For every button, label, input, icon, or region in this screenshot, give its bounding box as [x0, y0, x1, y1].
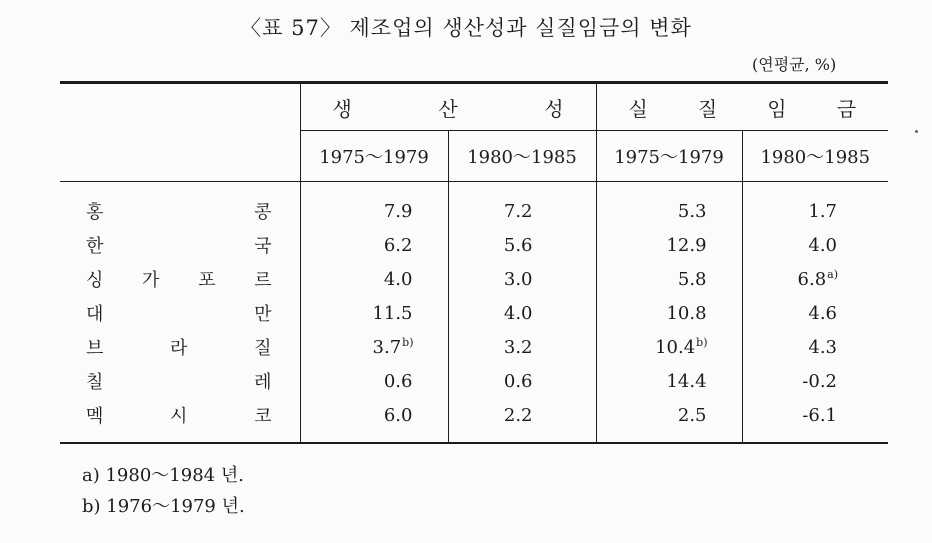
period-header: 1975〜1979 — [300, 131, 448, 182]
value-text: 2.5 — [677, 405, 707, 426]
group-char: 금 — [836, 96, 857, 121]
country-char: 홍 — [86, 202, 104, 223]
value-cell — [448, 182, 596, 229]
value-note: b) — [696, 336, 708, 349]
value-text: 12.9 — [666, 235, 707, 256]
group-header-productivity — [300, 83, 596, 131]
value-text: 1.7 — [808, 201, 838, 222]
country-char: 시 — [170, 406, 188, 427]
value-cell — [448, 262, 596, 296]
value-text: 10.4 — [655, 337, 696, 358]
country-cell — [60, 228, 300, 262]
value-text: 14.4 — [666, 371, 707, 392]
country-char: 국 — [254, 236, 272, 257]
country-cell — [60, 364, 300, 398]
country-cell — [60, 296, 300, 330]
value-text: -6.1 — [802, 405, 838, 426]
country-char: 코 — [254, 406, 272, 427]
value-cell — [742, 296, 888, 330]
country-char: 라 — [170, 338, 188, 359]
value-text: 7.2 — [503, 201, 533, 222]
value-cell — [300, 296, 448, 330]
table-row — [60, 330, 888, 364]
table-row — [60, 364, 888, 398]
unit-label: (연평균, %) — [752, 55, 837, 74]
country-char: 가 — [142, 270, 160, 291]
country-char: 싱 — [86, 270, 104, 291]
period-header: 1980〜1985 — [448, 131, 596, 182]
footnote-b: b) 1976〜1979 년. — [82, 496, 245, 517]
value-text: 7.9 — [383, 201, 413, 222]
value-text: 3.0 — [503, 269, 533, 290]
group-char: 생 — [332, 96, 352, 121]
value-note: b) — [402, 336, 414, 349]
country-char: 포 — [198, 270, 216, 291]
value-text: 0.6 — [383, 371, 413, 392]
value-cell — [300, 364, 448, 398]
table-title: 〈표 57〉 제조업의 생산성과 실질임금의 변화 — [240, 16, 692, 40]
value-cell — [596, 262, 742, 296]
table-row — [60, 262, 888, 296]
value-cell — [448, 398, 596, 443]
group-char: 실 — [628, 96, 648, 121]
value-text: 4.6 — [808, 303, 838, 324]
country-char: 한 — [86, 236, 104, 257]
value-cell — [596, 330, 742, 364]
period-header: 1975〜1979 — [596, 131, 742, 182]
country-char: 콩 — [254, 202, 272, 223]
period-header: 1980〜1985 — [742, 131, 888, 182]
value-cell — [596, 182, 742, 229]
group-char: 산 — [438, 96, 458, 121]
group-char: 임 — [767, 96, 787, 121]
value-cell — [300, 330, 448, 364]
group-header-row — [60, 83, 888, 131]
value-cell — [742, 262, 888, 296]
stray-mark — [915, 130, 918, 133]
value-cell — [300, 228, 448, 262]
country-char: 만 — [254, 304, 272, 325]
value-text: 2.2 — [503, 405, 533, 426]
value-cell — [742, 182, 888, 229]
statistics-table — [60, 81, 888, 444]
country-char: 멕 — [86, 406, 104, 427]
value-cell — [742, 364, 888, 398]
value-text: 4.0 — [808, 235, 838, 256]
group-header-real-wage — [596, 83, 888, 131]
value-text: 5.3 — [677, 201, 707, 222]
value-cell — [448, 296, 596, 330]
value-text: 6.0 — [383, 405, 413, 426]
value-text: 10.8 — [666, 303, 707, 324]
row-header-cell — [60, 83, 300, 182]
value-cell — [596, 398, 742, 443]
value-cell — [742, 330, 888, 364]
country-char: 르 — [254, 270, 272, 291]
value-text: 11.5 — [372, 303, 413, 324]
value-text: 3.2 — [503, 337, 533, 358]
value-text: 5.8 — [677, 269, 707, 290]
value-cell — [448, 228, 596, 262]
value-cell — [742, 398, 888, 443]
value-text: 0.6 — [503, 371, 533, 392]
value-text: 4.3 — [808, 337, 838, 358]
value-text: 3.7 — [372, 337, 402, 358]
value-cell — [596, 296, 742, 330]
country-cell — [60, 182, 300, 229]
value-text: 4.0 — [503, 303, 533, 324]
value-text: -0.2 — [802, 371, 838, 392]
value-cell — [300, 262, 448, 296]
country-cell — [60, 398, 300, 443]
value-text: 4.0 — [383, 269, 413, 290]
country-cell — [60, 262, 300, 296]
value-cell — [596, 228, 742, 262]
value-text: 6.2 — [383, 235, 413, 256]
country-char: 레 — [254, 372, 272, 393]
table-row — [60, 182, 888, 229]
value-cell — [448, 330, 596, 364]
footnote-a: a) 1980〜1984 년. — [82, 465, 244, 486]
country-char: 브 — [86, 338, 104, 359]
value-note: a) — [827, 268, 839, 281]
value-text: 5.6 — [503, 235, 533, 256]
value-cell — [448, 364, 596, 398]
value-text: 6.8 — [797, 269, 827, 290]
table-row — [60, 296, 888, 330]
country-char: 대 — [86, 304, 104, 325]
footnotes — [82, 460, 245, 522]
group-char: 성 — [544, 96, 564, 121]
table-row — [60, 398, 888, 443]
value-cell — [300, 182, 448, 229]
value-cell — [596, 364, 742, 398]
table-row — [60, 228, 888, 262]
value-cell — [300, 398, 448, 443]
country-char: 칠 — [86, 372, 104, 393]
country-char: 질 — [254, 338, 272, 359]
group-char: 질 — [697, 96, 718, 121]
country-cell — [60, 330, 300, 364]
value-cell — [742, 228, 888, 262]
